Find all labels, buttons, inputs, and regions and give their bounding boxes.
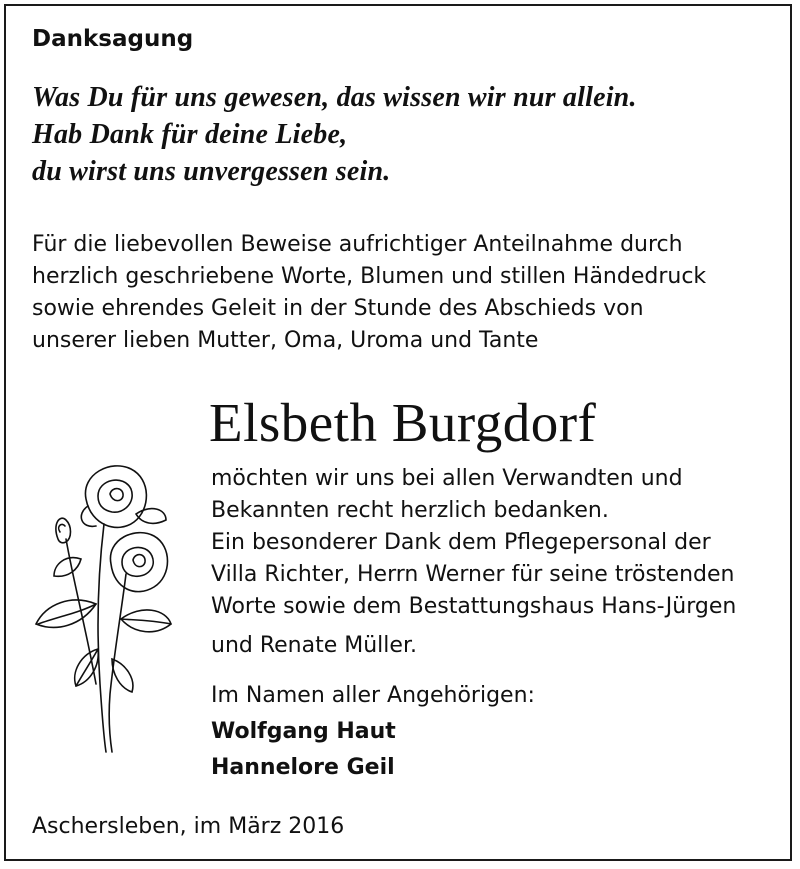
rose-icon [26, 454, 176, 754]
intro-line-1: Für die liebevollen Beweise aufrichtiger Anteilnahme durch [32, 232, 683, 257]
thanks-line-6: und Renate Müller. [211, 633, 417, 658]
thanks-line-3: Ein besonderer Dank dem Pflegepersonal der [211, 530, 711, 555]
intro-line-3: sowie ehrendes Geleit in der Stunde des Abschieds von [32, 296, 644, 321]
thanks-line-1: möchten wir uns bei allen Verwandten und [211, 466, 683, 491]
poem-line-2: Hab Dank für deine Liebe, [32, 119, 348, 150]
signoff-text: Im Namen aller Angehörigen: [211, 683, 535, 708]
obituary-notice [4, 4, 792, 861]
signatory-1: Wolfgang Haut [211, 719, 396, 744]
deceased-name: Elsbeth Burgdorf [209, 392, 597, 453]
signatory-2: Hannelore Geil [211, 755, 395, 780]
poem-line-1: Was Du für uns gewesen, das wissen wir nur allein. [32, 82, 637, 113]
thanks-line-2: Bekannten recht herzlich bedanken. [211, 498, 609, 523]
poem-line-3: du wirst uns unvergessen sein. [32, 156, 391, 187]
notice-heading: Danksagung [32, 26, 194, 52]
intro-line-2: herzlich geschriebene Worte, Blumen und stillen Händedruck [32, 264, 707, 289]
intro-line-4: unserer lieben Mutter, Oma, Uroma und Tante [32, 328, 539, 353]
thanks-line-5: Worte sowie dem Bestattungshaus Hans-Jürgen [211, 594, 737, 619]
place-date: Aschersleben, im März 2016 [32, 814, 345, 839]
thanks-line-4: Villa Richter, Herrn Werner für seine tröstenden [211, 562, 735, 587]
